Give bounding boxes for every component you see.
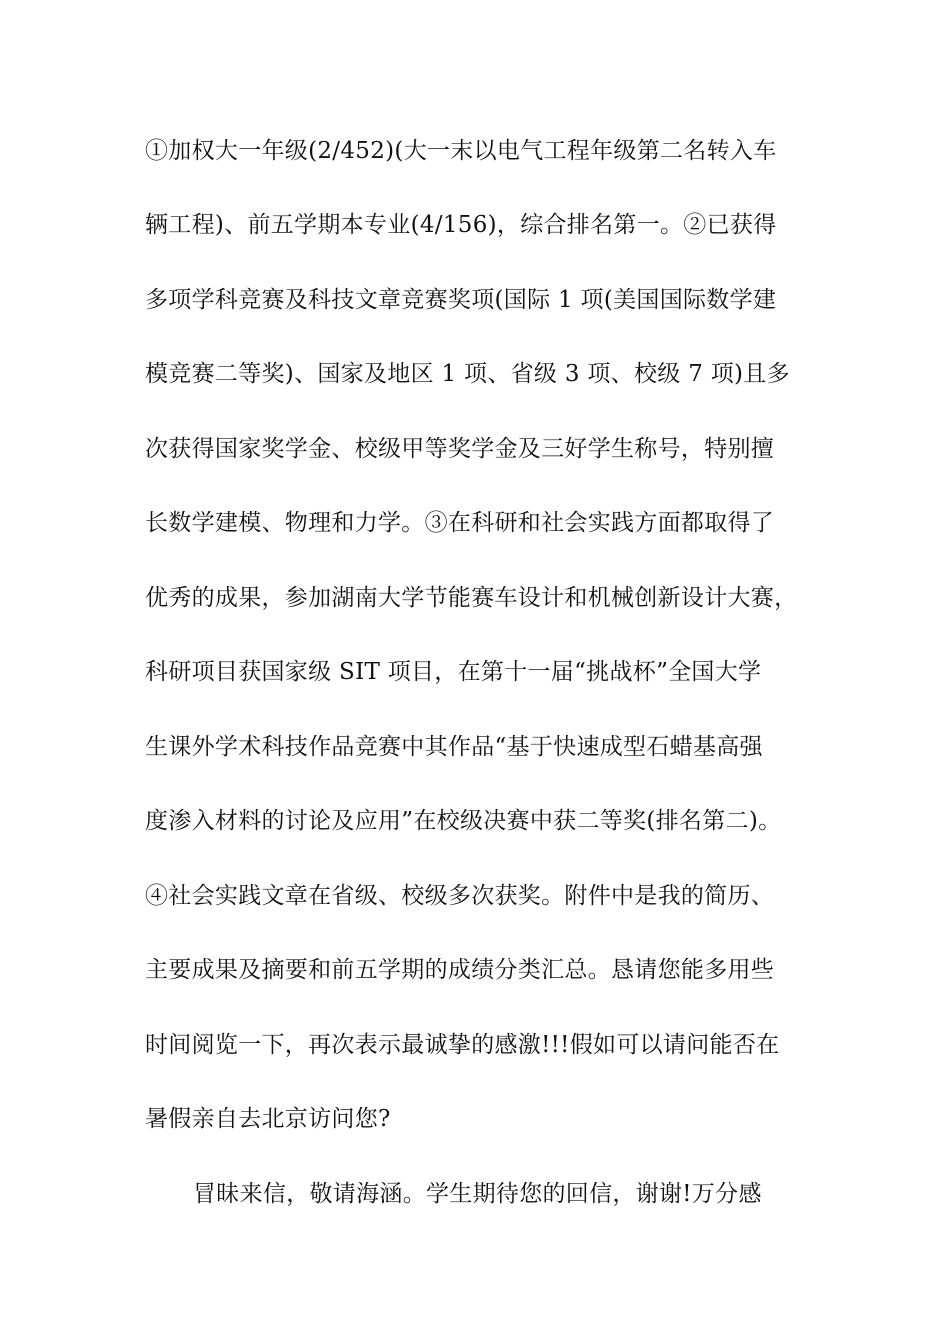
paragraph-line: ①加权大一年级(2/452)(大一末以电气工程年级第二名转入车 — [145, 138, 777, 164]
paragraph-line: 优秀的成果，参加湖南大学节能赛车设计和机械创新设计大赛， — [145, 585, 798, 611]
paragraph-line: 时间阅览一下，再次表示最诚挚的感激!!!假如可以请问能否在 — [145, 1032, 780, 1058]
paragraph-line: 辆工程)、前五学期本专业(4/156)，综合排名第一。②已获得 — [145, 212, 777, 238]
paragraph-line: 度渗入材料的讨论及应用”在校级决赛中获二等奖(排名第二)。 — [145, 808, 782, 834]
paragraph-line: 暑假亲自去北京访问您? — [145, 1106, 391, 1132]
paragraph-line: 多项学科竞赛及科技文章竞赛奖项(国际 1 项(美国国际数学建 — [145, 287, 777, 313]
paragraph-line: 生课外学术科技作品竞赛中其作品“基于快速成型石蜡基高强 — [145, 734, 763, 760]
paragraph-line: 次获得国家奖学金、校级甲等奖学金及三好学生称号，特别擅 — [145, 436, 775, 462]
paragraph-line: 长数学建模、物理和力学。③在科研和社会实践方面都取得了 — [145, 510, 775, 536]
paragraph-line: 科研项目获国家级 SIT 项目，在第十一届“挑战杯”全国大学 — [145, 659, 762, 685]
closing-paragraph-line: 冒昧来信，敬请海涵。学生期待您的回信，谢谢!万分感 — [193, 1181, 762, 1207]
paragraph-line: 模竞赛二等奖)、国家及地区 1 项、省级 3 项、校级 7 项)且多 — [145, 361, 790, 387]
paragraph-line: 主要成果及摘要和前五学期的成绩分类汇总。恳请您能多用些 — [145, 957, 775, 983]
paragraph-line: ④社会实践文章在省级、校级多次获奖。附件中是我的简历、 — [145, 883, 775, 909]
